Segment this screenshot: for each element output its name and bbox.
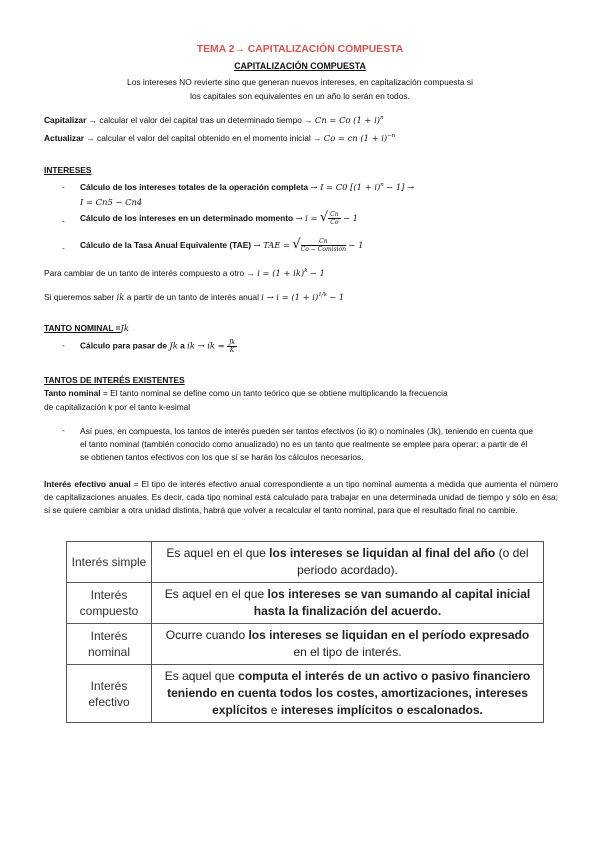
item3-fraction [301, 238, 346, 253]
table-definition [152, 583, 544, 624]
item2-num: Cn [330, 211, 339, 219]
tanto-nominal-label: Tanto nominal [44, 388, 101, 398]
table-row [67, 542, 544, 583]
saber-text: Si queremos saber [44, 292, 115, 302]
capitalizar-formula: Cn = Co (1 + i) [314, 115, 381, 125]
item3-tail: − 1 [348, 240, 364, 250]
table-definition [152, 624, 544, 665]
nominal-item-mid: a [180, 340, 185, 351]
def-text: Es aquel en el que [166, 546, 270, 560]
bullet-dash: - [62, 425, 65, 435]
cambio-tail: − 1 [309, 268, 325, 278]
nominal-item-label: Cálculo para pasar de [80, 340, 168, 351]
nominal-num: Jk [229, 339, 236, 346]
intereses-item-1 [80, 182, 414, 192]
cambio-exp: k [304, 268, 308, 275]
bullet-dash: - [62, 340, 65, 350]
intereses-heading: INTERESES [44, 165, 92, 175]
saber-line [44, 292, 344, 302]
tanto-nominal-text2: de capitalización k por el tanto k-esimal [44, 402, 191, 412]
intereses-item-3 [80, 237, 363, 253]
bullet-dash: - [62, 182, 65, 192]
cambio-formula: i = (1 + ik) [257, 268, 305, 278]
actualizar-formula: Co = cn (1 + i) [323, 133, 388, 143]
efectivo-paragraph [44, 478, 558, 517]
actualizar-label: Actualizar [44, 133, 85, 143]
root-symbol: √ [319, 210, 329, 225]
tantos-heading: TANTOS DE INTERÉS EXISTENTES [44, 375, 185, 385]
saber-formula: i → i = (1 + i) [261, 292, 319, 302]
saber-text2: a partir de un tanto de interés anual [126, 292, 259, 302]
item2-tail: − 1 [342, 213, 358, 223]
table-row [67, 583, 544, 624]
item1-line2: I = Cn5 − Cn4 [80, 197, 143, 207]
intro-line-1: Los intereses NO revierte sino que generan nuevos intereses, en capitalización compuesta si [127, 77, 473, 87]
capitalizar-text: → calcular el valor del capital tras un determinado tiempo → [88, 115, 313, 125]
table-row [67, 665, 544, 723]
root-symbol: √ [292, 237, 301, 252]
nominal-item [80, 339, 237, 354]
item2-fraction [328, 211, 340, 226]
actualizar-text: → calcular el valor del capital obtenido en el momento inicial → [86, 133, 322, 143]
page-title: TEMA 2→ CAPITALIZACIÓN COMPUESTA [196, 44, 404, 55]
item2-formula-pre: → i = [295, 213, 318, 223]
item3-formula-pre: → TAE = [253, 240, 291, 250]
actualizar-line [44, 133, 395, 143]
nominal-fraction [227, 339, 237, 354]
cambio-line [44, 268, 325, 278]
interest-types-table [66, 541, 544, 723]
saber-exp: 1/k [318, 292, 327, 299]
def-bold: intereses implícitos o escalonados. [280, 703, 483, 717]
nominal-heading-label: TANTO NOMINAL = [44, 323, 121, 333]
nominal-item-formula: ik → ik = [187, 340, 225, 351]
table-definition [152, 665, 544, 723]
def-text: e [267, 703, 281, 717]
item2-den: Co [330, 219, 339, 227]
item3-den: Co − Comisión [300, 246, 347, 254]
table-definition [152, 542, 544, 583]
tanto-nominal-text: = El tanto nominal se define como un tanto teórico que se obtiene multiplicando la frecuencia [102, 388, 448, 398]
capitalizar-line [44, 115, 384, 125]
intro-line-2: los capitales son equivalentes en un año lo serán en todos. [190, 90, 410, 101]
item1-label: Cálculo de los intereses totales de la operación completa [80, 182, 309, 192]
bullet-dash: - [62, 243, 65, 253]
tanto-nominal-line [44, 388, 448, 398]
section-subtitle: CAPITALIZACIÓN COMPUESTA [234, 61, 366, 71]
table-term: Interés efectivo [67, 665, 152, 723]
tantos-bullet-paragraph: Así pues, en compuesta, los tantos de interés pueden ser tantos efectivos (io ik) o nominales (Jk), teniendo en cuenta que el tanto nominal (también conocido como anualizado) no es un tanto que realmente se emplee para operar: a partir de él se obtienen tantos efectivos con los que sí se harán los cálculos necesarios. [80, 426, 533, 462]
def-bold: computa el interés de un activo o pasivo financiero teniendo en cuenta todos los costes, amortizaciones, intereses explícitos [167, 669, 531, 717]
intro-paragraph [80, 76, 520, 103]
item2-label: Cálculo de los intereses en un determinado momento [80, 213, 294, 223]
item3-num: Cn [301, 238, 346, 246]
def-bold: los intereses se liquidan en el período expresado [248, 628, 530, 642]
nominal-heading [44, 323, 129, 333]
actualizar-exp: −n [387, 133, 396, 140]
capitalizar-label: Capitalizar [44, 115, 87, 125]
saber-var: ik [116, 292, 125, 302]
bullet-dash: - [62, 216, 65, 226]
cambio-text: Para cambiar de un tanto de interés compuesto a otro → [44, 268, 255, 278]
table-row [67, 624, 544, 665]
def-text: Es aquel en el que [164, 587, 268, 601]
def-text: Ocurre cuando [165, 628, 249, 642]
capitalizar-exp: n [380, 115, 384, 122]
saber-tail: − 1 [329, 292, 345, 302]
item1-tail: − 1] → [386, 182, 415, 192]
table-term: Interés nominal [67, 624, 152, 665]
nominal-heading-var: Jk [120, 323, 129, 333]
def-text: en el tipo de interés. [293, 645, 402, 659]
item1-formula: → I = C0 [(1 + i) [310, 182, 381, 192]
nominal-item-var: Jk [169, 340, 178, 351]
def-bold: los intereses se van sumando al capital inicial hasta la finalización del acuerdo. [253, 587, 531, 618]
efectivo-text: = El tipo de interés efectivo anual correspondiente a un tipo nominal aumenta a medida que aumenta el número de capitalizaciones anuales. Es decir, cada tipo nominal está calculado para trabajar en una determinada unidad de tiempo y sólo en ésa; si se quiere cambiar a otra unidad distinta, habrá que volver a recalcular el tanto nominal, para que el resultado final no cambie. [44, 479, 558, 515]
table-term: Interés compuesto [67, 583, 152, 624]
intereses-item-2 [80, 210, 358, 226]
efectivo-label: Interés efectivo anual [44, 479, 131, 489]
def-bold: los intereses se liquidan al final del año [269, 546, 496, 560]
item1-exp: n [380, 182, 384, 189]
table-term: Interés simple [67, 542, 152, 583]
def-text: (o del periodo acordado). [297, 546, 529, 577]
nominal-den: K [229, 347, 235, 354]
def-text: Es aquel que [164, 669, 239, 683]
item3-label: Cálculo de la Tasa Anual Equivalente (TAE) [80, 240, 252, 250]
